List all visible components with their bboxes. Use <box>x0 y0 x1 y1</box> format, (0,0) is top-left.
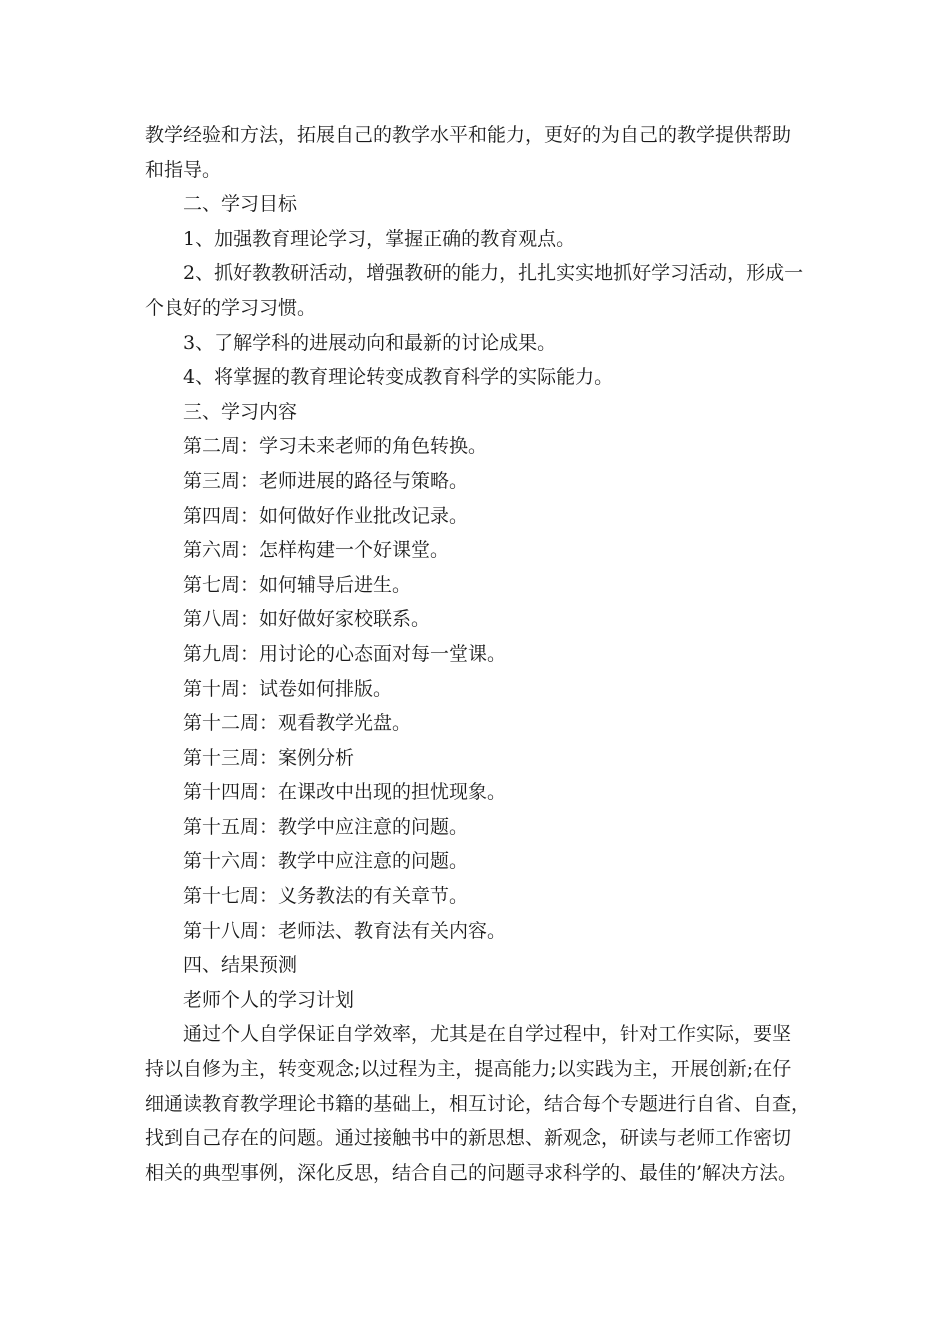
paragraph <box>145 948 809 983</box>
text-line: 细通读教育教学理论书籍的基础上，相互讨论，结合每个专题进行自省、自查， <box>145 1092 811 1115</box>
text-line: 老师个人的学习计划 <box>183 988 355 1011</box>
text-line: 相关的典型事例，深化反思，结合自己的问题寻求科学的、最佳的’解决方法。 <box>145 1161 798 1184</box>
paragraph <box>145 602 809 637</box>
text-line: 三、学习内容 <box>183 400 298 423</box>
text-line: 2、抓好教教研活动，增强教研的能力，扎扎实实地抓好学习活动，形成一 <box>183 262 804 285</box>
paragraph <box>145 499 809 534</box>
text-line: 和指导。 <box>145 158 222 181</box>
text-line: 找到自己存在的问题。通过接触书中的新思想、新观念，研读与老师工作密切 <box>145 1127 792 1150</box>
text-line: 第十周：试卷如何排版。 <box>183 677 393 700</box>
text-line: 第九周：用讨论的心态面对每一堂课。 <box>183 642 507 665</box>
text-line: 第二周：学习未来老师的角色转换。 <box>183 435 488 458</box>
paragraph <box>145 810 809 845</box>
text-line: 4、将掌握的教育理论转变成教育科学的实际能力。 <box>183 366 614 389</box>
text-line: 第六周：怎样构建一个好课堂。 <box>183 539 450 562</box>
paragraph <box>145 395 809 430</box>
text-line: 第十八周：老师法、教育法有关内容。 <box>183 919 507 942</box>
text-line: 第十七周：义务教法的有关章节。 <box>183 885 469 908</box>
text-line: 持以自修为主，转变观念;以过程为主，提高能力;以实践为主，开展创新;在仔 <box>145 1058 792 1081</box>
text-line: 教学经验和方法，拓展自己的教学水平和能力，更好的为自己的教学提供帮助 <box>145 124 792 146</box>
text-line: 个良好的学习习惯。 <box>145 296 317 319</box>
text-line: 第四周：如何做好作业批改记录。 <box>183 504 469 527</box>
text-line: 第三周：老师进展的路径与策略。 <box>183 469 469 492</box>
paragraph <box>145 429 809 464</box>
text-line: 第八周：如好做好家校联系。 <box>183 608 431 631</box>
text-line: 四、结果预测 <box>183 954 298 977</box>
text-line: 第十五周：教学中应注意的问题。 <box>183 815 469 838</box>
paragraph <box>145 256 809 325</box>
text-line: 通过个人自学保证自学效率，尤其是在自学过程中，针对工作实际，要坚 <box>183 1023 792 1046</box>
paragraph <box>145 222 809 257</box>
paragraph <box>145 637 809 672</box>
paragraph <box>145 914 809 949</box>
paragraph <box>145 464 809 499</box>
paragraph <box>145 326 809 361</box>
text-line: 3、了解学科的进展动向和最新的讨论成果。 <box>183 331 557 354</box>
text-line: 第七周：如何辅导后进生。 <box>183 573 412 596</box>
paragraph <box>145 118 809 187</box>
text-line: 第十三周：案例分析 <box>183 746 355 769</box>
paragraph <box>145 360 809 395</box>
text-line: 二、学习目标 <box>183 193 298 216</box>
text-line: 第十四周：在课改中出现的担忧现象。 <box>183 781 507 804</box>
paragraph <box>145 844 809 879</box>
paragraph <box>145 879 809 914</box>
paragraph <box>145 533 809 568</box>
text-line: 1、加强教育理论学习，掌握正确的教育观点。 <box>183 227 576 250</box>
paragraph <box>145 672 809 707</box>
paragraph <box>145 706 809 741</box>
paragraph <box>145 187 809 222</box>
text-line: 第十二周：观看教学光盘。 <box>183 712 412 735</box>
paragraph <box>145 983 809 1018</box>
paragraph <box>145 775 809 810</box>
paragraph <box>145 568 809 603</box>
paragraph <box>145 1017 809 1190</box>
text-line: 第十六周：教学中应注意的问题。 <box>183 850 469 873</box>
paragraph <box>145 741 809 776</box>
document-page <box>145 118 809 1190</box>
